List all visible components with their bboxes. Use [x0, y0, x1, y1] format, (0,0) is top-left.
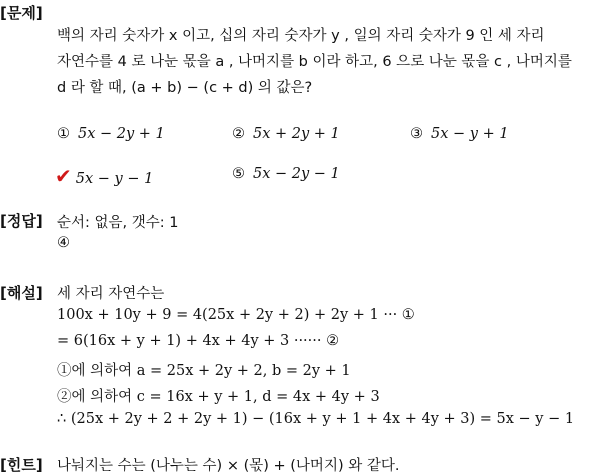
hint-line-1: 나눠지는 수는 (나누는 수) × (몫) + (나머지) 와 같다. — [57, 458, 400, 474]
option-expression: 5x − 2y + 1 — [78, 126, 165, 142]
problem-line-1: 백의 자리 숫자가 x 이고, 십의 자리 숫자가 y , 일의 자리 숫자가 9 인 세 자리 — [57, 28, 545, 44]
option-number: ② — [232, 126, 245, 142]
answer-label: [정답] — [0, 212, 43, 230]
option-expression: 5x − 2y − 1 — [253, 166, 340, 182]
solution-line-2: 100x + 10y + 9 = 4(25x + 2y + 2) + 2y + 1 ··· ① — [57, 307, 415, 323]
solution-line-5: ②에 의하여 c = 16x + y + 1, d = 4x + 4y + 3 — [57, 389, 380, 405]
answer-line-1: 순서: 없음, 갯수: 1 — [57, 215, 179, 231]
problem-line-2: 자연수를 4 로 나눈 몫을 a , 나머지를 b 이라 하고, 6 으로 나눈 몫을 c , 나머지를 — [57, 54, 572, 70]
problem-label: [문제] — [0, 4, 43, 22]
hint-label: [힌트] — [0, 456, 43, 474]
solution-line-3: = 6(16x + y + 1) + 4x + 4y + 3 ······ ② — [57, 333, 340, 349]
option-5[interactable] — [232, 166, 340, 182]
option-expression: 5x − y + 1 — [431, 126, 509, 142]
option-number: ③ — [410, 126, 423, 142]
solution-line-1: 세 자리 자연수는 — [57, 286, 165, 302]
solution-label: [해설] — [0, 284, 43, 302]
answer-line-2: ④ — [57, 235, 70, 251]
option-expression: 5x + 2y + 1 — [253, 126, 340, 142]
option-2[interactable] — [232, 126, 340, 142]
option-number: ① — [57, 126, 70, 142]
solution-line-4: ①에 의하여 a = 25x + 2y + 2, b = 2y + 1 — [57, 363, 351, 379]
option-expression: 5x − y − 1 — [75, 171, 154, 187]
option-4-selected[interactable] — [55, 164, 153, 188]
problem-line-3: d 라 할 때, (a + b) − (c + d) 의 값은? — [57, 80, 313, 96]
option-3[interactable] — [410, 126, 509, 142]
checkmark-icon: ✔ — [55, 164, 72, 188]
option-1[interactable] — [57, 126, 165, 142]
solution-line-6: ∴ (25x + 2y + 2 + 2y + 1) − (16x + y + 1 + 4x + 4y + 3) = 5x − y − 1 — [57, 411, 575, 427]
option-number: ⑤ — [232, 166, 245, 182]
